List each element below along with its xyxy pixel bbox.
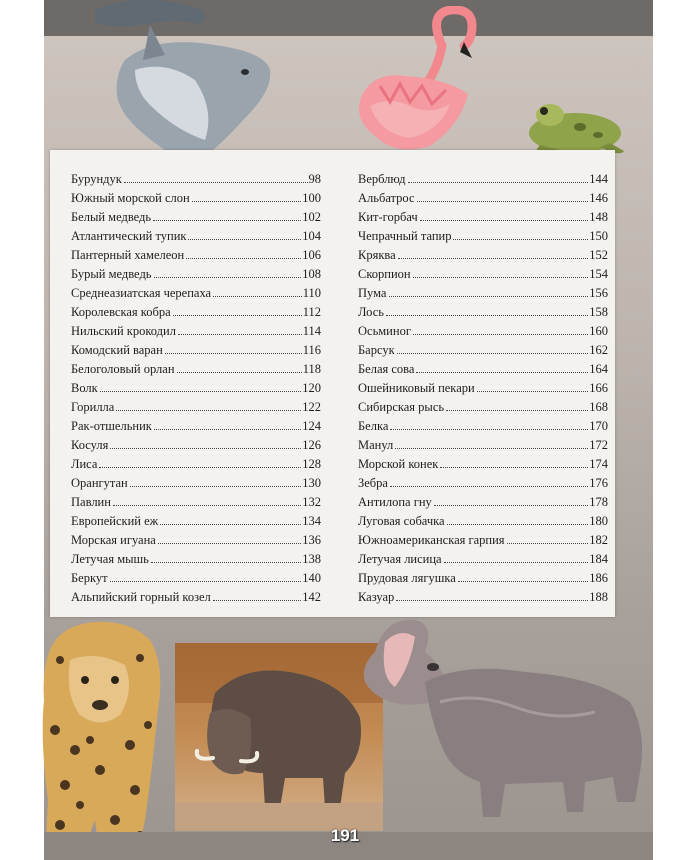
index-entry-page: 128 — [302, 457, 321, 471]
jaguar-illustration — [40, 620, 175, 860]
index-entry-page: 148 — [589, 210, 608, 224]
hippo-illustration — [355, 612, 650, 830]
index-entry — [358, 510, 608, 529]
index-entry-page: 112 — [302, 305, 321, 319]
index-column-right — [358, 168, 608, 605]
index-entry-name: Альбатрос — [358, 191, 415, 205]
index-entry-page: 120 — [302, 381, 321, 395]
index-entry-page: 124 — [302, 419, 321, 433]
index-entry-page: 106 — [302, 248, 321, 262]
index-entry-page: 178 — [589, 495, 608, 509]
index-entry-name: Ошейниковый пекари — [358, 381, 475, 395]
dot-leader — [413, 334, 588, 335]
index-entry — [358, 529, 608, 548]
dot-leader — [453, 239, 588, 240]
dot-leader — [507, 543, 589, 544]
index-entry-page: 122 — [302, 400, 321, 414]
index-entry-page: 118 — [302, 362, 321, 376]
dolphin-illustration — [95, 0, 315, 175]
index-entry-name: Антилопа гну — [358, 495, 432, 509]
warthog-illustration — [175, 643, 383, 831]
index-entry-name: Барсук — [358, 343, 395, 357]
index-entry — [358, 567, 608, 586]
index-entry — [358, 586, 608, 605]
index-entry — [358, 206, 608, 225]
dot-leader — [188, 239, 301, 240]
index-entry-name: Морской конек — [358, 457, 439, 471]
dot-leader — [154, 429, 301, 430]
page-margin-left — [0, 0, 44, 860]
index-entry — [358, 225, 608, 244]
index-entry-name: Орангутан — [71, 476, 128, 490]
index-entry-name: Горилла — [71, 400, 115, 414]
index-entry-name: Пантерный хамелеон — [71, 248, 185, 262]
index-entry — [71, 339, 321, 358]
dot-leader — [213, 296, 302, 297]
index-entry — [71, 510, 321, 529]
index-entry-name: Верблюд — [358, 172, 406, 186]
index-entry-page: 110 — [302, 286, 321, 300]
index-entry — [71, 187, 321, 206]
dot-leader — [395, 448, 588, 449]
index-entry — [71, 396, 321, 415]
dot-leader — [178, 334, 302, 335]
dot-leader — [113, 505, 301, 506]
index-entry — [358, 282, 608, 301]
index-entry-page: 104 — [302, 229, 321, 243]
dot-leader — [154, 277, 302, 278]
index-entry-name: Комодский варан — [71, 343, 163, 357]
dot-leader — [440, 467, 588, 468]
index-entry — [358, 377, 608, 396]
index-entry-name: Рак-отшельник — [71, 419, 152, 433]
index-entry-page: 158 — [589, 305, 608, 319]
index-entry-page: 150 — [589, 229, 608, 243]
index-entry-name: Кряква — [358, 248, 396, 262]
index-entry-name: Кит-горбач — [358, 210, 418, 224]
index-entry — [71, 529, 321, 548]
index-column-left — [71, 168, 321, 605]
index-entry-page: 170 — [589, 419, 608, 433]
index-entry-name: Луговая собачка — [358, 514, 445, 528]
dot-leader — [160, 524, 301, 525]
dot-leader — [420, 220, 589, 221]
dot-leader — [396, 600, 588, 601]
index-entry-name: Белоголовый орлан — [71, 362, 175, 376]
index-entry — [71, 377, 321, 396]
index-entry — [358, 396, 608, 415]
index-entry — [71, 491, 321, 510]
index-entry — [71, 244, 321, 263]
dot-leader — [417, 201, 589, 202]
dot-leader — [386, 315, 588, 316]
index-entry-name: Зебра — [358, 476, 388, 490]
index-entry-page: 114 — [302, 324, 321, 338]
index-entry-page: 126 — [302, 438, 321, 452]
index-entry — [71, 434, 321, 453]
index-entry — [358, 301, 608, 320]
index-entry — [358, 453, 608, 472]
dot-leader — [447, 524, 589, 525]
index-entry-name: Белый медведь — [71, 210, 152, 224]
index-entry — [358, 548, 608, 567]
index-entry-name: Европейский еж — [71, 514, 159, 528]
index-entry — [358, 434, 608, 453]
index-entry — [358, 187, 608, 206]
dot-leader — [390, 486, 588, 487]
index-entry-name: Белка — [358, 419, 389, 433]
index-entry — [71, 548, 321, 567]
index-entry — [71, 206, 321, 225]
index-entry-page: 172 — [589, 438, 608, 452]
dot-leader — [477, 391, 589, 392]
index-entry-name: Косуля — [71, 438, 109, 452]
index-entry — [358, 339, 608, 358]
index-entry-page: 108 — [302, 267, 321, 281]
index-entry — [71, 282, 321, 301]
dot-leader — [110, 581, 302, 582]
index-entry — [358, 244, 608, 263]
index-entry-name: Атлантический тупик — [71, 229, 187, 243]
dot-leader — [151, 562, 301, 563]
index-panel — [50, 150, 615, 617]
dot-leader — [434, 505, 588, 506]
index-entry-name: Павлин — [71, 495, 111, 509]
index-entry — [71, 301, 321, 320]
index-entry-name: Волк — [71, 381, 98, 395]
index-entry-name: Чепрачный тапир — [358, 229, 452, 243]
index-entry-page: 142 — [302, 590, 321, 604]
dot-leader — [408, 182, 589, 183]
index-entry-page: 152 — [589, 248, 608, 262]
index-entry-page: 180 — [589, 514, 608, 528]
index-entry-name: Морская игуана — [71, 533, 156, 547]
dot-leader — [153, 220, 301, 221]
index-entry-name: Бурый медведь — [71, 267, 152, 281]
index-entry-page: 140 — [302, 571, 321, 585]
index-entry-name: Альпийский горный козел — [71, 590, 211, 604]
index-entry — [358, 168, 608, 187]
index-entry — [71, 263, 321, 282]
index-entry-page: 98 — [308, 172, 321, 186]
index-entry-name: Казуар — [358, 590, 395, 604]
index-entry-page: 132 — [302, 495, 321, 509]
dot-leader — [444, 562, 589, 563]
flamingo-illustration — [350, 6, 480, 166]
index-entry-page: 156 — [589, 286, 608, 300]
index-entry-name: Манул — [358, 438, 394, 452]
index-entry — [71, 225, 321, 244]
index-entry-name: Осьминог — [358, 324, 411, 338]
index-entry — [71, 472, 321, 491]
dot-leader — [158, 543, 301, 544]
index-entry-page: 144 — [589, 172, 608, 186]
index-entry-name: Сибирская рысь — [358, 400, 445, 414]
index-entry-name: Беркут — [71, 571, 108, 585]
index-entry-page: 188 — [589, 590, 608, 604]
index-entry — [358, 472, 608, 491]
dot-leader — [116, 410, 301, 411]
dot-leader — [390, 429, 588, 430]
dot-leader — [130, 486, 302, 487]
index-entry — [71, 586, 321, 605]
index-entry-name: Южный морской слон — [71, 191, 190, 205]
index-entry — [71, 567, 321, 586]
dot-leader — [397, 353, 589, 354]
page-margin-right — [653, 0, 683, 860]
dot-leader — [213, 600, 301, 601]
dot-leader — [416, 372, 588, 373]
index-entry-page: 116 — [302, 343, 321, 357]
index-entry — [71, 453, 321, 472]
index-entry-page: 162 — [589, 343, 608, 357]
index-entry-page: 184 — [589, 552, 608, 566]
index-entry-page: 186 — [589, 571, 608, 585]
index-entry-page: 164 — [589, 362, 608, 376]
index-entry — [358, 491, 608, 510]
index-entry-name: Пума — [358, 286, 387, 300]
dot-leader — [186, 258, 301, 259]
page-number: 191 — [330, 826, 360, 845]
dot-leader — [177, 372, 302, 373]
index-entry-page: 102 — [302, 210, 321, 224]
index-entry — [358, 320, 608, 339]
index-entry-name: Летучая мышь — [71, 552, 149, 566]
dot-leader — [100, 391, 302, 392]
index-entry-name: Бурундук — [71, 172, 122, 186]
dot-leader — [389, 296, 589, 297]
index-entry-page: 130 — [302, 476, 321, 490]
index-entry-page: 154 — [589, 267, 608, 281]
index-entry-name: Нильский крокодил — [71, 324, 176, 338]
index-entry — [71, 168, 321, 187]
index-entry-name: Лиса — [71, 457, 98, 471]
index-entry-page: 138 — [302, 552, 321, 566]
index-entry-page: 100 — [302, 191, 321, 205]
index-entry — [71, 415, 321, 434]
index-entry — [358, 415, 608, 434]
dot-leader — [110, 448, 301, 449]
dot-leader — [173, 315, 302, 316]
index-entry-page: 168 — [589, 400, 608, 414]
index-entry-name: Южноамериканская гарпия — [358, 533, 505, 547]
index-entry-name: Лось — [358, 305, 384, 319]
index-entry-page: 160 — [589, 324, 608, 338]
dot-leader — [192, 201, 302, 202]
dot-leader — [446, 410, 588, 411]
index-entry-name: Среднеазиатская черепаха — [71, 286, 212, 300]
dot-leader — [398, 258, 589, 259]
index-entry-page: 182 — [589, 533, 608, 547]
index-entry-page: 134 — [302, 514, 321, 528]
index-entry-name: Королевская кобра — [71, 305, 171, 319]
index-entry — [71, 358, 321, 377]
index-entry-name: Белая сова — [358, 362, 415, 376]
index-entry-name: Летучая лисица — [358, 552, 442, 566]
index-entry-page: 176 — [589, 476, 608, 490]
index-entry-name: Скорпион — [358, 267, 411, 281]
index-entry — [358, 358, 608, 377]
index-entry — [358, 263, 608, 282]
index-entry-name: Прудовая лягушка — [358, 571, 456, 585]
dot-leader — [413, 277, 589, 278]
dot-leader — [165, 353, 302, 354]
index-entry-page: 166 — [589, 381, 608, 395]
index-entry-page: 174 — [589, 457, 608, 471]
index-entry-page: 146 — [589, 191, 608, 205]
dot-leader — [99, 467, 301, 468]
index-entry — [71, 320, 321, 339]
index-entry-page: 136 — [302, 533, 321, 547]
dot-leader — [124, 182, 308, 183]
dot-leader — [458, 581, 588, 582]
